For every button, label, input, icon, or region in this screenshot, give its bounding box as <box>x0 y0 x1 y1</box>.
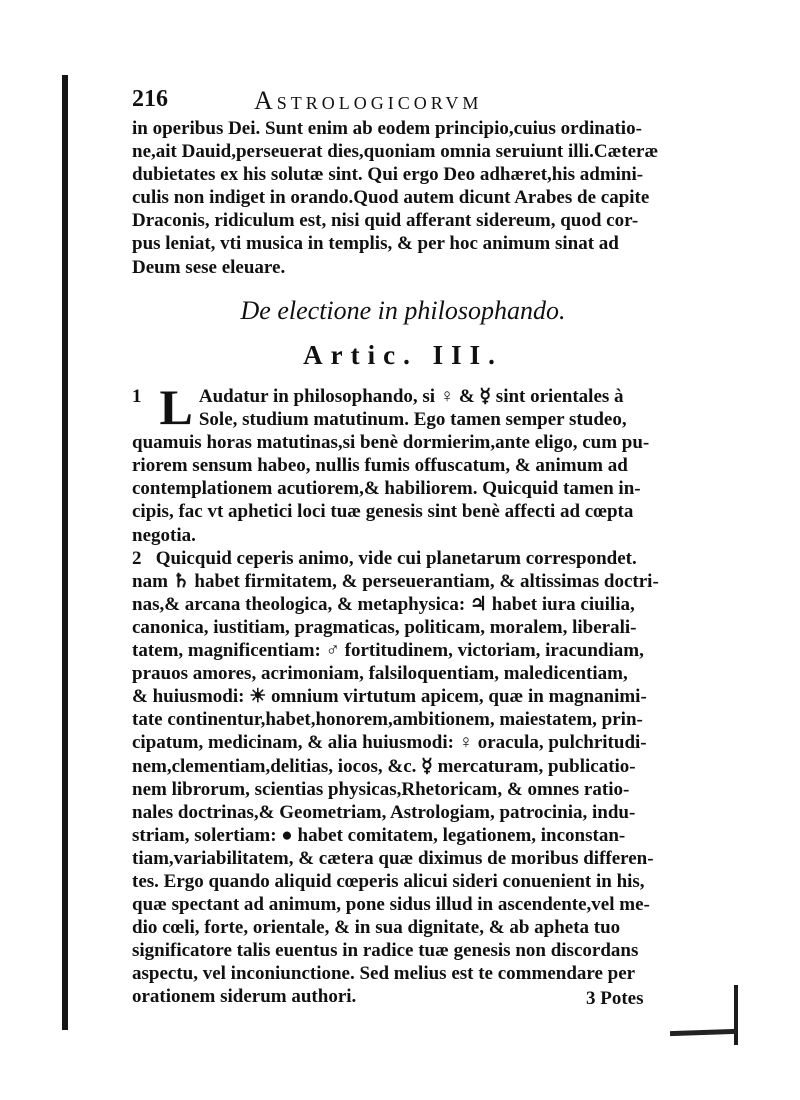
section-title: De electione in philosophando. <box>240 296 566 325</box>
text-line: prauos amores, acrimoniam, falsiloquentiam, maledicentiam, <box>132 663 628 685</box>
text-line: Sole, studium matutinum. Ego tamen semper studeo, <box>198 409 627 431</box>
text-line: quamuis horas matutinas,si benè dormierim,ante eligo, cum pu- <box>132 432 650 454</box>
text-line: quæ spectant ad animum, pone sidus illud in ascendente,vel me- <box>132 894 650 916</box>
page-edge-shadow <box>734 985 738 1045</box>
text-line: tiam,variabilitatem, & cætera quæ diximus de moribus differen- <box>132 847 654 869</box>
paragraph-number: 1 <box>132 386 142 407</box>
text-line-content: Quicquid ceperis animo, vide cui planetarum correspondet. <box>155 547 637 569</box>
text-line: & huiusmodi: ☀ omnium virtutum apicem, quæ in magnanimi- <box>132 686 647 708</box>
text-line: aspectu, vel inconiunctione. Sed melius est te commendare per <box>132 963 636 985</box>
text-line: Draconis, ridiculum est, nisi quid afferant sidereum, quod cor- <box>132 210 639 232</box>
binding-shadow <box>62 75 68 1030</box>
text-line: nem librorum, scientias physicas,Rhetoricam, & omnes ratio- <box>132 778 630 800</box>
catchword: 3 Potes <box>586 988 644 1009</box>
top-paragraph <box>132 117 674 279</box>
text-line: nam ♄ habet firmitatem, & perseuerantiam, & altissimas doctri- <box>132 570 659 592</box>
text-line: contemplationem acutiorem,& habiliorem. Quicquid tamen in- <box>132 478 641 500</box>
paragraph-1 <box>132 379 674 547</box>
text-line: tate continentur,habet,honorem,ambitionem, maiestatem, prin- <box>132 709 643 731</box>
text-line: pus leniat, vti musica in templis, & per hoc animum sinat ad <box>132 233 619 255</box>
paragraph-2 <box>132 547 674 1009</box>
text-line: riorem sensum habeo, nullis fumis offuscatum, & animum ad <box>132 455 628 477</box>
text-line: Audatur in philosophando, si ♀ & ☿ sint orientales à <box>198 386 624 407</box>
text-line: cipatum, medicinam, & alia huiusmodi: ♀ oracula, pulchritudi- <box>132 732 647 754</box>
text-line <box>132 547 674 570</box>
text-line: nem,clementiam,delitias, iocos, &c. ☿ mercaturam, publicatio- <box>132 755 636 777</box>
text-line: nas,& arcana theologica, & metaphysica: ♃ habet iura ciuilia, <box>132 593 635 615</box>
text-line: cipis, fac vt aphetici loci tuæ genesis sint benè affecti ad cœpta <box>132 501 634 523</box>
text-line: orationem siderum authori. <box>132 986 357 1008</box>
running-head: Astrologicorvm <box>254 86 483 115</box>
bottom-edge-mark <box>670 1029 736 1036</box>
article-body <box>132 379 674 1009</box>
text-line: significatore talis euentus in radice tuæ genesis non discordans <box>132 940 639 962</box>
text-line: striam, solertiam: ● habet comitatem, legationem, inconstan- <box>132 824 626 846</box>
text-line: negotia. <box>132 524 196 546</box>
drop-cap: L <box>159 379 193 435</box>
text-line: dubietates ex his solutæ sint. Qui ergo Deo adhæret,his admini- <box>132 164 644 186</box>
article-heading: Artic. III. <box>303 340 503 370</box>
text-line: dio cœli, forte, orientale, & in sua dignitate, & ab apheta tuo <box>132 917 621 939</box>
text-line: tes. Ergo quando aliquid cœperis alicui sideri conuenient in his, <box>132 870 645 892</box>
page-header <box>132 86 692 116</box>
text-line: ne,ait Dauid,perseuerat dies,quoniam omnia seruiunt illi.Cæteræ <box>132 141 659 163</box>
text-line: Deum sese eleuare. <box>132 256 286 278</box>
text-line: culis non indiget in orando.Quod autem dicunt Arabes de capite <box>132 187 650 209</box>
text-line: canonica, iustitiam, pragmaticas, politicam, moralem, liberali- <box>132 616 637 638</box>
text-line: in operibus Dei. Sunt enim ab eodem principio,cuius ordinatio- <box>132 118 642 139</box>
text-line: tatem, magnificentiam: ♂ fortitudinem, victoriam, iracundiam, <box>132 640 644 662</box>
text-line: nales doctrinas,& Geometriam, Astrologiam, patrocinia, indu- <box>132 801 636 823</box>
paragraph-number: 2 <box>132 547 142 569</box>
page-number: 216 <box>132 86 168 112</box>
